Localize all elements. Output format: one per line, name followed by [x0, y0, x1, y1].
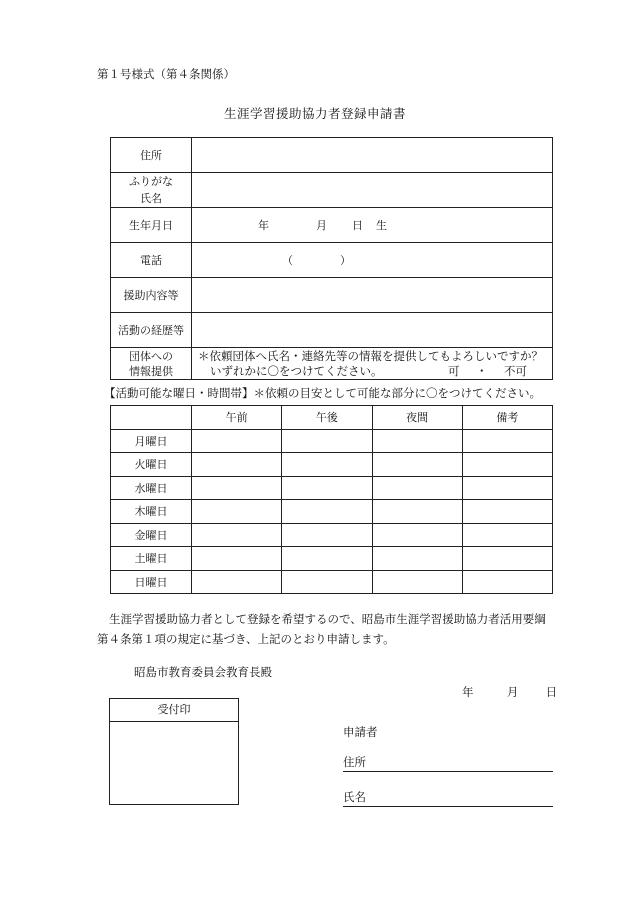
schedule-cell[interactable] [462, 429, 552, 453]
schedule-cell[interactable] [372, 523, 462, 547]
option-yes[interactable]: 可 [448, 363, 460, 378]
applicant-name-label: 氏名 [343, 790, 366, 804]
schedule-cell[interactable] [282, 476, 372, 500]
birth-year-unit: 年 [258, 219, 269, 232]
applicant-name-line[interactable] [343, 789, 553, 807]
phone-field[interactable] [192, 243, 553, 278]
birthdate-field[interactable] [192, 208, 553, 243]
name-field[interactable] [192, 173, 553, 208]
info-provision-field [192, 348, 553, 380]
schedule-cell[interactable] [462, 476, 552, 500]
schedule-cell[interactable] [372, 547, 462, 571]
birthdate-row [111, 208, 553, 243]
day-label: 日曜日 [111, 570, 192, 594]
column-header-afternoon: 午後 [282, 406, 372, 430]
schedule-note: 【活動可能な曜日・時間帯】＊依頼の目安として可能な部分に〇をつけてください。 [104, 386, 541, 400]
column-header-remarks: 備考 [462, 406, 552, 430]
history-field[interactable] [192, 313, 553, 348]
date-year-unit: 年 [462, 685, 474, 699]
info-provision-label [111, 348, 192, 380]
schedule-cell[interactable] [462, 570, 552, 594]
application-date [462, 684, 557, 700]
phone-close-paren: ） [340, 254, 351, 267]
date-day-unit: 日 [545, 685, 558, 699]
info-provision-question: ＊依頼団体へ氏名・連絡先等の情報を提供してもよろしいですか？ [198, 348, 543, 363]
table-row [111, 547, 553, 571]
receipt-stamp-label: 受付印 [110, 699, 238, 722]
application-statement [97, 609, 567, 649]
schedule-cell[interactable] [282, 547, 372, 571]
receipt-stamp-box [109, 698, 239, 805]
schedule-cell[interactable] [282, 500, 372, 524]
applicant-address-label: 住所 [343, 755, 366, 769]
history-row [111, 313, 553, 348]
schedule-cell[interactable] [192, 570, 282, 594]
statement-line2: 第４条第１項の規定に基づき、上記のとおり申請します。 [97, 632, 395, 646]
info-provision-row [111, 348, 553, 380]
day-label: 金曜日 [111, 523, 192, 547]
schedule-cell[interactable] [372, 476, 462, 500]
day-label: 土曜日 [111, 547, 192, 571]
applicant-info-table [110, 137, 553, 380]
info-provision-instruction: いずれかに〇をつけてください。 [210, 363, 383, 378]
addressee: 昭島市教育委員会教育長殿 [134, 665, 272, 679]
form-number: 第１号様式（第４条関係） [97, 67, 235, 81]
day-label: 月曜日 [111, 429, 192, 453]
birth-suffix: 生 [376, 219, 387, 232]
table-row [111, 453, 553, 477]
option-no[interactable]: 不可 [504, 363, 527, 378]
address-field[interactable] [192, 138, 553, 173]
option-separator: ・ [476, 363, 488, 378]
support-field[interactable] [192, 278, 553, 313]
schedule-cell[interactable] [372, 429, 462, 453]
schedule-header-row [111, 406, 553, 430]
schedule-cell[interactable] [282, 523, 372, 547]
schedule-corner [111, 406, 192, 430]
schedule-cell[interactable] [192, 429, 282, 453]
support-label: 援助内容等 [111, 278, 192, 313]
schedule-cell[interactable] [192, 500, 282, 524]
column-header-night: 夜間 [372, 406, 462, 430]
table-row [111, 523, 553, 547]
name-label: 氏名 [140, 192, 162, 205]
furigana-name-label [111, 173, 192, 208]
phone-label: 電話 [111, 243, 192, 278]
day-label: 水曜日 [111, 476, 192, 500]
history-label: 活動の経歴等 [111, 313, 192, 348]
schedule-cell[interactable] [192, 476, 282, 500]
schedule-cell[interactable] [192, 523, 282, 547]
table-row [111, 429, 553, 453]
statement-line1: 生涯学習援助協力者として登録を希望するので、昭島市生涯学習援助協力者活用要綱 [109, 612, 546, 626]
date-month-unit: 月 [506, 685, 519, 699]
schedule-cell[interactable] [372, 570, 462, 594]
day-label: 火曜日 [111, 453, 192, 477]
schedule-cell[interactable] [282, 453, 372, 477]
support-row [111, 278, 553, 313]
schedule-cell[interactable] [282, 570, 372, 594]
phone-open-paren: （ [282, 254, 293, 267]
table-row [111, 570, 553, 594]
address-label: 住所 [111, 138, 192, 173]
phone-row [111, 243, 553, 278]
birthdate-label: 生年月日 [111, 208, 192, 243]
schedule-cell[interactable] [282, 429, 372, 453]
schedule-cell[interactable] [462, 453, 552, 477]
birth-month-unit: 月 [316, 219, 327, 232]
schedule-cell[interactable] [462, 547, 552, 571]
applicant-address-line[interactable] [343, 754, 553, 772]
furigana-label: ふりがな [129, 175, 173, 188]
info-provision-label-line2: 情報提供 [129, 364, 173, 378]
schedule-cell[interactable] [372, 500, 462, 524]
schedule-cell[interactable] [192, 453, 282, 477]
day-label: 木曜日 [111, 500, 192, 524]
name-row [111, 173, 553, 208]
schedule-cell[interactable] [462, 500, 552, 524]
schedule-cell[interactable] [372, 453, 462, 477]
info-provision-label-line1: 団体への [129, 349, 173, 363]
schedule-cell[interactable] [462, 523, 552, 547]
address-row [111, 138, 553, 173]
document-title: 生涯学習援助協力者登録申請書 [223, 106, 406, 121]
table-row [111, 500, 553, 524]
schedule-cell[interactable] [192, 547, 282, 571]
column-header-morning: 午前 [192, 406, 282, 430]
schedule-table [110, 405, 553, 594]
table-row [111, 476, 553, 500]
applicant-label: 申請者 [343, 725, 378, 739]
birth-day-unit: 日 [352, 219, 363, 232]
